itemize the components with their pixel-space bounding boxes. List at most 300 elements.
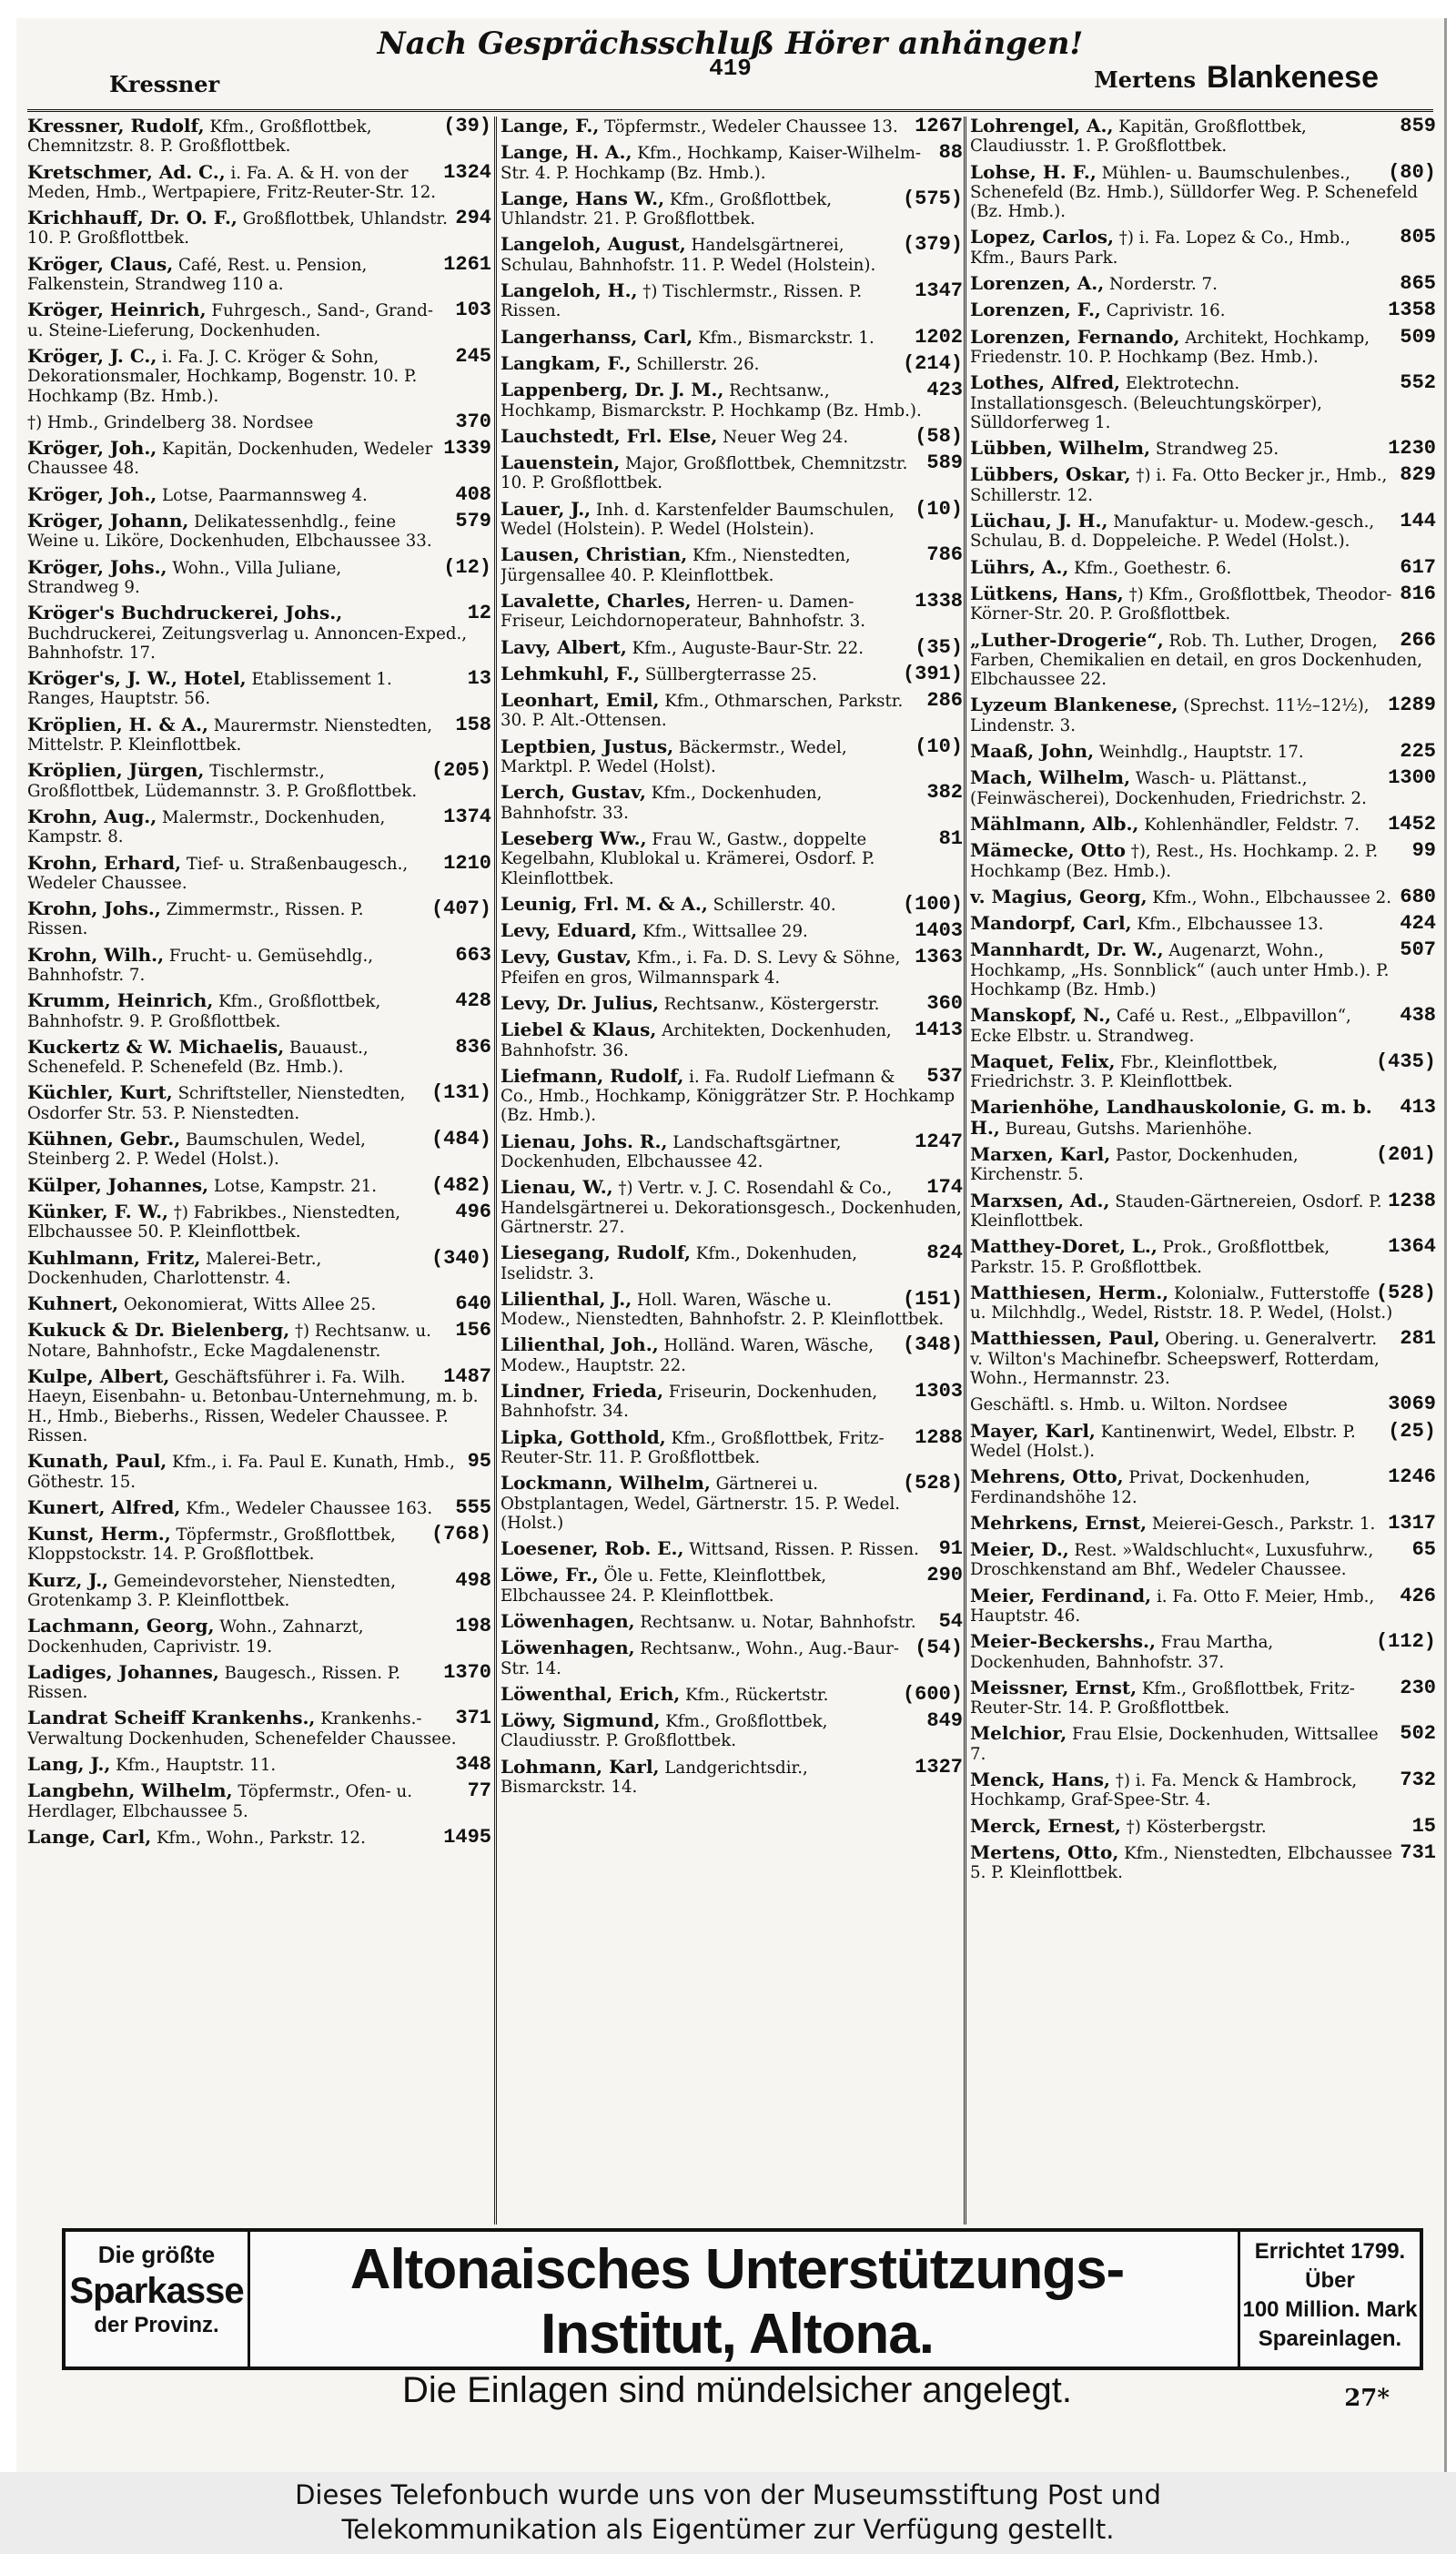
phone-number: (54) — [915, 1637, 963, 1660]
phone-number: 1303 — [915, 1380, 963, 1404]
footer-line: Telekommunikation als Eigentümer zur Verfügung gestellt. — [341, 2514, 1115, 2545]
entry-name: Kunst, Herm., — [27, 1523, 171, 1546]
phone-number: 290 — [926, 1564, 963, 1587]
phone-number: 424 — [1400, 912, 1436, 936]
phone-number: 65 — [1411, 1538, 1436, 1562]
phone-number: 81 — [938, 826, 963, 850]
entry-details: Kapitän, Großflottbek, Claudiusstr. 1. P. Großflottbek. — [970, 117, 1307, 157]
entry-name: Kröplien, Jürgen, — [27, 759, 205, 782]
directory-entry — [500, 351, 963, 375]
entry-details: Neuer Weg 24. — [723, 427, 849, 447]
phone-number: 286 — [926, 689, 963, 713]
entry-details: Holl. Waren, Wäsche u. Modew., Nienstedten, Bahnhofstr. 2. P. Kleinflottbek. — [500, 1290, 945, 1330]
phone-number: (12) — [443, 555, 491, 579]
entry-details: Kfm., Nienstedten, Elbchaussee 5. P. Kleinflottbek. — [970, 1843, 1392, 1883]
entry-details: Privat, Dockenhuden, Ferdinandshöhe 12. — [970, 1468, 1310, 1507]
directory-entry — [970, 1329, 1436, 1388]
phone-number: 95 — [467, 1450, 491, 1474]
phone-number: 230 — [1400, 1676, 1436, 1699]
entry-name: Krohn, Johs., — [27, 897, 161, 920]
phone-number: 413 — [1400, 1096, 1436, 1120]
phone-number: 731 — [1400, 1840, 1436, 1864]
entry-name: Maquet, Felix, — [970, 1049, 1116, 1072]
phone-number: 859 — [1400, 117, 1436, 137]
directory-entry — [970, 1540, 1436, 1580]
entry-name: Lilienthal, J., — [500, 1287, 632, 1310]
entry-name: v. Magius, Georg, — [970, 885, 1148, 907]
phone-number: 144 — [1400, 510, 1436, 533]
column-3 — [970, 117, 1436, 2226]
entry-name: Matthiessen, Paul, — [970, 1327, 1160, 1350]
phone-number: (10) — [915, 497, 963, 521]
directory-entry — [970, 1191, 1436, 1231]
phone-number: (201) — [1375, 1143, 1436, 1167]
directory-entry — [27, 300, 491, 340]
phone-number: 158 — [455, 713, 491, 736]
entry-details: Prok., Großflottbek, Parkstr. 15. P. Großflottbek. — [970, 1238, 1330, 1277]
directory-entry — [27, 1495, 491, 1519]
entry-details: Malerei-Betr., Dockenhuden, Charlottenstr. 4. — [27, 1249, 322, 1288]
phone-number: 732 — [1400, 1769, 1436, 1792]
directory-entry — [970, 628, 1436, 690]
entry-name: Kunath, Paul, — [27, 1450, 167, 1473]
ad-right-line: 100 Million. Mark — [1242, 2297, 1418, 2322]
directory-entry — [970, 768, 1436, 808]
entry-details: Strandweg 25. — [1155, 440, 1279, 460]
entry-details: Meierei-Gesch., Parkstr. 1. — [1151, 1514, 1376, 1534]
entry-name: Leunig, Frl. M. & A., — [500, 892, 708, 915]
directory-entry — [970, 1394, 1436, 1414]
entry-details: Schriftsteller, Nienstedten, Osdorfer Str. 53. P. Nienstedten. — [27, 1084, 406, 1123]
phone-number: 805 — [1400, 226, 1436, 249]
directory-entry — [500, 424, 963, 448]
directory-entry — [500, 1682, 963, 1706]
entry-details: Kfm., Goethestr. 6. — [1074, 558, 1232, 578]
phone-number: 1267 — [915, 117, 963, 137]
entry-details: Kfm., i. Fa. D. S. Levy & Söhne, Pfeifen en gros, Wilmannspark 4. — [500, 948, 901, 988]
entry-name: Kröplien, H. & A., — [27, 713, 208, 735]
entry-name: Lauchstedt, Frl. Else, — [500, 424, 718, 447]
directory-entry — [27, 1568, 491, 1611]
entry-name: Kukuck & Dr. Bielenberg, — [27, 1319, 290, 1342]
phone-number: 426 — [1400, 1584, 1436, 1607]
phone-number: 816 — [1400, 582, 1436, 605]
directory-entry — [500, 991, 963, 1015]
directory-entry — [970, 1840, 1436, 1883]
entry-details: Kfm., Großflottbek, Bahnhofstr. 9. P. Großflottbek. — [27, 992, 381, 1031]
entry-details: Rechtsanw. u. Notar, Bahnhofstr. — [640, 1613, 916, 1632]
phone-number: 371 — [455, 1707, 491, 1730]
entry-name: Lienau, W., — [500, 1176, 613, 1199]
phone-number: 77 — [467, 1779, 491, 1803]
entry-name: Marienhöhe, Landhauskolonie, G. m. b. H., — [970, 1096, 1372, 1139]
directory-entry — [27, 1825, 491, 1849]
directory-entry — [500, 635, 963, 659]
entry-name: Mertens, Otto, — [970, 1840, 1119, 1863]
phone-number: 865 — [1400, 272, 1436, 296]
phone-number: (407) — [430, 897, 491, 921]
directory-entry — [27, 1617, 491, 1657]
entry-details: i. Fa. J. C. Kröger & Sohn, Dekorationsmaler, Hochkamp, Bogenstr. 10. P. Hochkamp (Bz. Hmb.). — [27, 347, 418, 406]
entry-details: Bäckermstr., Wedel, Marktpl. P. Wedel (Holst). — [500, 737, 847, 777]
entry-details: Inh. d. Karstenfelder Baumschulen, Wedel (Holstein). P. Wedel (Holstein). — [500, 500, 895, 540]
directory-entry — [27, 1367, 491, 1445]
phone-number: 1317 — [1388, 1511, 1436, 1535]
entry-name: Kulpe, Albert, — [27, 1365, 170, 1388]
page-marker: 27* — [1344, 2385, 1390, 2412]
entry-details: Manufaktur- u. Modew.-gesch., Schulau, B. d. Doppeleiche. P. Wedel (Holst.). — [970, 512, 1375, 552]
entry-details: Herren- u. Damen-Friseur, Leichdornoperateur, Bahnhofstr. 3. — [500, 592, 865, 632]
entry-details: Bureau, Gutshs. Marienhöhe. — [1005, 1119, 1253, 1139]
phone-number: 1339 — [443, 437, 491, 461]
ad-right-line: Spareinlagen. — [1258, 2326, 1402, 2351]
entry-name: Mannhardt, Dr. W., — [970, 938, 1164, 961]
entry-name: Kuhlmann, Fritz, — [27, 1246, 201, 1269]
entry-details: Gemeindevorsteher, Nienstedten, Grotenkamp 3. P. Kleinflottbek. — [27, 1571, 397, 1610]
entry-name: Maaß, John, — [970, 740, 1095, 763]
entry-details: Holländ. Waren, Wäsche, Modew., Hauptstr. 22. — [500, 1336, 875, 1375]
column-divider — [494, 117, 497, 2225]
entry-name: Lang, J., — [27, 1753, 111, 1776]
entry-name: Lauer, J., — [500, 497, 592, 520]
entry-name: Mählmann, Alb., — [970, 812, 1139, 835]
directory-entry — [970, 1814, 1436, 1838]
phone-number: 1413 — [915, 1019, 963, 1042]
entry-details: Tief- u. Straßenbaugesch., Wedeler Chaussee. — [27, 854, 409, 893]
entry-details: Baugesch., Rissen. P. Rissen. — [27, 1663, 401, 1703]
entry-details: Kfm., Bismarckstr. 1. — [698, 328, 875, 348]
entry-name: Kröger, Johs., — [27, 555, 167, 578]
phone-number: 156 — [455, 1319, 491, 1343]
phone-number: 1300 — [1388, 766, 1436, 790]
entry-name: Landrat Scheiff Krankenhs., — [27, 1707, 316, 1729]
entry-name: Mehrkens, Ernst, — [970, 1511, 1148, 1534]
directory-entry — [500, 325, 963, 349]
entry-details: †) Vertr. v. J. C. Rosendahl & Co., Handelsgärtnerei u. Dekorationsgesch., Dockenhuden, Gärtnerstr. 27. — [500, 1179, 962, 1237]
directory-entry — [27, 252, 491, 295]
entry-details: Kfm., Dokenhuden, Iselidstr. 3. — [500, 1244, 858, 1283]
directory-entry — [27, 669, 491, 709]
directory-entry — [970, 465, 1436, 505]
phone-number: 1452 — [1388, 812, 1436, 836]
phone-number: 680 — [1400, 885, 1436, 908]
entry-name: Kunert, Alfred, — [27, 1495, 181, 1518]
directory-entry — [500, 189, 963, 229]
phone-number: 348 — [455, 1753, 491, 1777]
entry-details: Kfm., Großflottbek, Claudiusstr. P. Großflottbek. — [500, 1712, 828, 1751]
entry-details: Café, Rest. u. Pension, Falkenstein, Strandweg 110 a. — [27, 255, 368, 295]
ad-right-line: Über — [1305, 2268, 1355, 2293]
entry-details: Rob. Th. Luther, Drogen, Farben, Chemikalien en detail, en gros Dockenhuden, Elbchaussee 22. — [970, 631, 1423, 690]
entry-details: Landschaftsgärtner, Dockenhuden, Elbchaussee 42. — [500, 1132, 842, 1172]
phone-number: 1338 — [915, 589, 963, 613]
entry-details: Kfm., Rückertstr. — [685, 1685, 829, 1705]
entry-name: Menck, Hans, — [970, 1769, 1110, 1791]
entry-name: Külper, Johannes, — [27, 1173, 209, 1196]
directory-entry — [970, 841, 1436, 881]
entry-name: Mach, Wilhelm, — [970, 766, 1131, 789]
entry-details: i. Fa. A. & H. von der Meden, Hmb., Wertpapiere, Fritz-Reuter-Str. 12. — [27, 163, 437, 202]
directory-entry — [27, 1246, 491, 1289]
phone-number: (484) — [430, 1128, 491, 1151]
directory-entry — [500, 1287, 963, 1330]
entry-details: Schillerstr. 26. — [636, 354, 760, 374]
directory-entry — [970, 555, 1436, 579]
entry-details: i. Fa. Rudolf Liefmann & Co., Hmb., Hochkamp, Königgrätzer Str. P. Hochkamp (Bz. Hmb.). — [500, 1067, 956, 1126]
phone-number: 1324 — [443, 160, 491, 184]
entry-name: Löwe, Fr., — [500, 1564, 599, 1586]
header-last-name: Mertens — [1094, 66, 1196, 93]
directory-entry — [970, 1511, 1436, 1535]
phone-number: 537 — [926, 1064, 963, 1088]
entry-name: Meier, D., — [970, 1538, 1069, 1561]
entry-details: Wohn., Villa Juliane, Strandweg 9. — [27, 558, 342, 597]
entry-details: Kfm., Hochkamp, Kaiser-Wilhelm-Str. 4. P. Hochkamp (Bz. Hmb.). — [500, 144, 922, 183]
ad-right-line: Errichtet 1799. — [1254, 2239, 1406, 2264]
directory-entry — [970, 1770, 1436, 1810]
entry-name: Lohse, H. F., — [970, 160, 1097, 183]
directory-entry — [500, 1566, 963, 1606]
entry-name: Langeloh, August, — [500, 233, 686, 256]
entry-details: Kfm., Großflottbek, Chemnitzstr. 8. P. Großflottbek. — [27, 117, 372, 157]
phone-number: 498 — [455, 1568, 491, 1592]
entry-name: Langkam, F., — [500, 351, 632, 374]
phone-number: 103 — [455, 299, 491, 322]
directory-entry — [500, 1755, 963, 1798]
phone-number: (600) — [902, 1682, 963, 1706]
entry-details: †) Tischlermstr., Rissen. P. Rissen. — [500, 282, 863, 321]
phone-number: 509 — [1400, 325, 1436, 349]
entry-details: †) Kösterbergstr. — [1126, 1817, 1267, 1837]
directory-entry — [27, 851, 491, 894]
directory-entry — [27, 512, 491, 552]
entry-details: Norderstr. 7. — [1109, 275, 1218, 295]
phone-number: (112) — [1375, 1630, 1436, 1654]
directory-entry — [27, 555, 491, 598]
directory-entry — [970, 325, 1436, 368]
directory-entry — [500, 453, 963, 493]
phone-number: 836 — [455, 1035, 491, 1059]
phone-number: (205) — [430, 759, 491, 783]
entry-name: Kröger's Buchdruckerei, Johs., — [27, 602, 343, 624]
entry-details: Großflottbek, Uhlandstr. 10. P. Großflottbek. — [27, 209, 448, 248]
entry-name: Levy, Eduard, — [500, 919, 638, 942]
phone-number: 428 — [455, 989, 491, 1013]
directory-entry — [970, 742, 1436, 762]
directory-entry — [27, 1781, 491, 1821]
entry-name: Krohn, Wilh., — [27, 943, 165, 966]
entry-details: Delikatessenhdlg., feine Weine u. Liköre, Dockenhuden, Elbchaussee 33. — [27, 512, 432, 552]
directory-entry — [970, 160, 1436, 222]
directory-entry — [970, 1098, 1436, 1139]
phone-number: (39) — [443, 117, 491, 137]
directory-entry — [970, 300, 1436, 320]
directory-entry — [970, 914, 1436, 934]
entry-name: Mämecke, Otto — [970, 839, 1126, 862]
phone-number: 15 — [1411, 1814, 1436, 1838]
entry-name: Lausen, Christian, — [500, 543, 688, 566]
entry-details: Kfm., Wedeler Chaussee 163. — [186, 1498, 433, 1518]
phone-number: 1403 — [915, 919, 963, 943]
phone-number: (528) — [1375, 1281, 1436, 1304]
directory-entry — [27, 899, 491, 939]
phone-number: 423 — [926, 379, 963, 402]
phone-number: (482) — [430, 1173, 491, 1197]
phone-number: (575) — [902, 187, 963, 210]
directory-entry — [500, 737, 963, 777]
entry-details: †) Hmb., Grindelberg 38. Nordsee — [27, 412, 314, 432]
directory-entry — [500, 380, 963, 421]
directory-entry — [27, 1321, 491, 1361]
entry-details: Oekonomierat, Witts Allee 25. — [123, 1295, 377, 1315]
directory-entry — [27, 1130, 491, 1170]
entry-details: Kfm., Othmarschen, Parkstr. 30. P. Alt.-Ottensen. — [500, 692, 904, 731]
phone-number: 1358 — [1388, 299, 1436, 322]
entry-name: Lachmann, Georg, — [27, 1615, 215, 1637]
entry-name: Lohrengel, A., — [970, 117, 1114, 137]
entry-details: Süllbergterrasse 25. — [644, 664, 817, 684]
entry-name: Kurz, J., — [27, 1568, 109, 1591]
entry-name: Kühnen, Gebr., — [27, 1128, 181, 1150]
footer-line: Dieses Telefonbuch wurde uns von der Museumsstiftung Post und — [295, 2479, 1161, 2510]
entry-details: Obering. u. Generalvertr. v. Wilton's Machinefbr. Scheepswerf, Rotterdam, Wohn., Hermannstr. 23. — [970, 1330, 1380, 1389]
phone-number: 266 — [1400, 628, 1436, 652]
phone-number: 360 — [926, 991, 963, 1015]
entry-details: Kantinenwirt, Wedel, Elbstr. P. Wedel (Holst.). — [970, 1422, 1356, 1461]
directory-entry — [970, 940, 1436, 999]
phone-number: 1210 — [443, 851, 491, 875]
directory-entry — [500, 497, 963, 540]
phone-number: 1230 — [1388, 437, 1436, 461]
directory-entry — [500, 664, 963, 684]
entry-name: Lübbers, Oskar, — [970, 463, 1131, 486]
entry-name: Marxen, Karl, — [970, 1143, 1111, 1166]
phone-number: 824 — [926, 1242, 963, 1265]
entry-details: Caprivistr. 16. — [1106, 301, 1226, 321]
entry-name: Lindner, Frieda, — [500, 1380, 664, 1403]
entry-details: i. Fa. Otto F. Meier, Hmb., Hauptstr. 46. — [970, 1586, 1375, 1626]
entry-details: Kfm., Wohn., Elbchaussee 2. — [1152, 887, 1391, 907]
directory-entry — [500, 783, 963, 823]
ad-right-box — [1238, 2232, 1420, 2367]
directory-entry — [27, 991, 491, 1031]
directory-entry — [500, 1243, 963, 1283]
entry-name: Kröger, Heinrich, — [27, 299, 207, 321]
entry-details: Wohn., Zahnarzt, Dockenhuden, Caprivistr. 19. — [27, 1617, 364, 1657]
directory-entry — [500, 921, 963, 941]
entry-name: Leptbien, Justus, — [500, 735, 674, 757]
phone-number: 1238 — [1388, 1189, 1436, 1212]
phone-number: 617 — [1400, 555, 1436, 579]
entry-name: Löwenthal, Erich, — [500, 1682, 681, 1705]
entry-name: Loesener, Rob. E., — [500, 1537, 684, 1560]
entry-name: Matthiesen, Herm., — [970, 1281, 1169, 1303]
phone-number: 1374 — [443, 805, 491, 828]
entry-details: Rechtsanw., Köstergerstr. — [663, 994, 880, 1014]
directory-entry — [500, 1711, 963, 1751]
entry-name: Lange, Carl, — [27, 1825, 152, 1848]
entry-details: Kfm., Großflottbek, Fritz-Reuter-Str. 11. P. Großflottbek. — [500, 1428, 885, 1467]
entry-name: Merck, Ernest, — [970, 1814, 1121, 1837]
phone-number: 225 — [1400, 740, 1436, 764]
phone-number: 438 — [1400, 1004, 1436, 1028]
entry-name: Krohn, Erhard, — [27, 851, 182, 874]
entry-details: Wasch- u. Plättanst., (Feinwäscherei), Dockenhuden, Friedrichstr. 2. — [970, 769, 1367, 808]
entry-details: Architekten, Dockenhuden, Bahnhofstr. 36. — [500, 1021, 892, 1060]
phone-number: (100) — [902, 892, 963, 916]
entry-details: Kfm., Großflottbek, Fritz-Reuter-Str. 14. P. Großflottbek. — [970, 1678, 1355, 1718]
directory-entry — [970, 1049, 1436, 1092]
phone-number: (214) — [902, 351, 963, 375]
entry-name: Kressner, Rudolf, — [27, 117, 205, 137]
ad-left-top: Die größte — [97, 2241, 216, 2268]
directory-entry — [500, 545, 963, 585]
entry-name: „Luther-Drogerie“, — [970, 628, 1164, 651]
entry-details: Frau Martha, Dockenhuden, Bahnhofstr. 37. — [970, 1633, 1274, 1672]
ad-left-box — [66, 2232, 250, 2367]
entry-details: Gärtnerei u. Obstplantagen, Wedel, Gärtnerstr. 15. P. Wedel. (Holst.) — [500, 1475, 901, 1533]
entry-name: Lange, F., — [500, 117, 600, 137]
page-number: 419 — [709, 55, 752, 82]
directory-entry — [27, 439, 491, 479]
column-divider — [964, 117, 966, 2225]
header-place: Blankenese — [1207, 60, 1379, 95]
entry-details: Krankenhs.-Verwaltung Dockenhuden, Schenefelder Chaussee. — [27, 1709, 457, 1748]
phone-number: 555 — [455, 1495, 491, 1519]
phone-number: 786 — [926, 543, 963, 567]
directory-entry — [500, 117, 963, 137]
entry-details: Töpfermstr., Ofen- u. Herdlager, Elbchaussee 5. — [27, 1782, 413, 1821]
directory-entry — [27, 1173, 491, 1197]
phone-number: (379) — [902, 233, 963, 257]
entry-name: Levy, Dr. Julius, — [500, 991, 659, 1014]
entry-details: Lotse, Paarmannsweg 4. — [162, 485, 368, 505]
entry-details: Töpfermstr., Wedeler Chaussee 13. — [604, 117, 898, 137]
entry-details: Tischlermstr., Großflottbek, Lüdemannstr. 3. P. Großflottbek. — [27, 762, 418, 801]
directory-entry — [970, 228, 1436, 268]
phone-number: 552 — [1400, 371, 1436, 395]
entry-details: Kfm., Nienstedten, Jürgensallee 40. P. Kleinflottbek. — [500, 546, 851, 585]
entry-details: Maurermstr. Nienstedten, Mittelstr. P. Kleinflottbek. — [27, 715, 433, 755]
phone-number: 245 — [455, 344, 491, 368]
directory-entry — [970, 1678, 1436, 1718]
directory-entry — [500, 892, 963, 916]
entry-name: Kuckertz & W. Michaelis, — [27, 1035, 285, 1058]
entry-details: Kfm., Hauptstr. 11. — [116, 1756, 277, 1776]
entry-details: Kfm., Wohn., Parkstr. 12. — [156, 1828, 366, 1848]
directory-entry — [27, 761, 491, 801]
entry-name: Liesegang, Rudolf, — [500, 1242, 691, 1264]
phone-number: (131) — [430, 1081, 491, 1105]
entry-name: Lütkens, Hans, — [970, 582, 1124, 604]
entry-details: Friseurin, Dockenhuden, Bahnhofstr. 34. — [500, 1383, 878, 1422]
entry-name: Meier-Beckershs., — [970, 1630, 1156, 1653]
entry-details: †) i. Fa. Lopez & Co., Hmb., Kfm., Baurs Park. — [970, 228, 1350, 268]
entry-details: †) i. Fa. Menck & Hambrock, Hochkamp, Graf-Spee-Str. 4. — [970, 1771, 1358, 1810]
directory-entry — [27, 1660, 491, 1703]
phone-number: (391) — [902, 662, 963, 685]
entry-details: Bauaust., Schenefeld. P. Schenefeld (Bz. Hmb.). — [27, 1038, 369, 1078]
entry-name: Kröger, Joh., — [27, 437, 157, 460]
directory-entry — [27, 160, 491, 203]
directory-entry — [500, 1020, 963, 1060]
entry-name: Liebel & Klaus, — [500, 1019, 657, 1041]
entry-name: Kröger's, J. W., Hotel, — [27, 667, 247, 690]
entry-details: (Sprechst. 11½–12½), Lindenstr. 3. — [970, 696, 1370, 735]
entry-details: Augenarzt, Wohn., Hochkamp, „Hs. Sonnblick“ (auch unter Hmb.). P. Hochkamp (Bz. Hmb.) — [970, 941, 1390, 999]
directory-entry — [500, 826, 963, 888]
phone-number: 1495 — [443, 1825, 491, 1849]
